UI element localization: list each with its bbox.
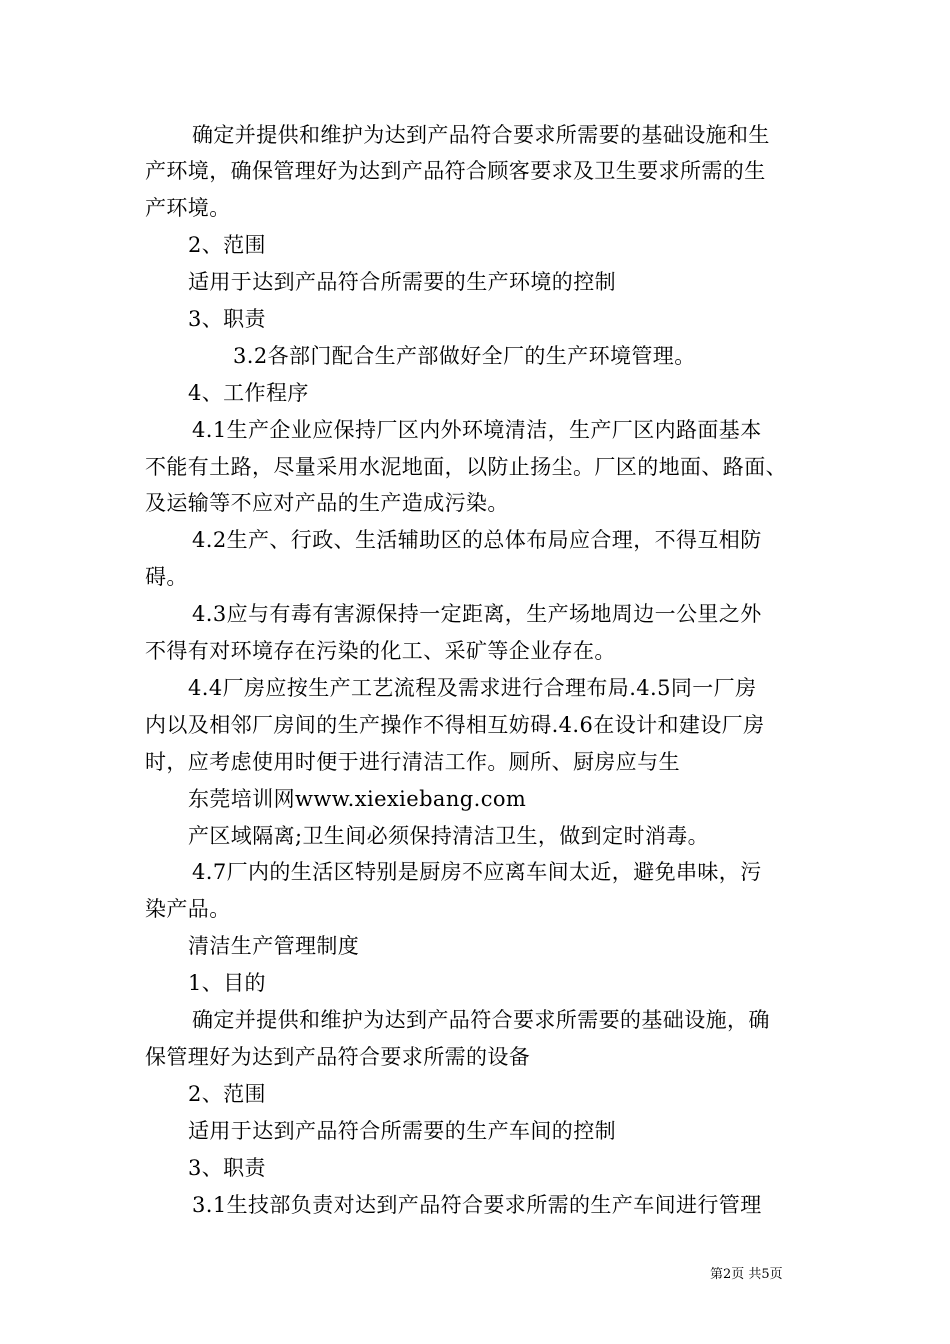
text-line: 染产品。 — [145, 897, 231, 921]
section-heading: 2、范围 — [188, 233, 266, 257]
section-heading: 2、范围 — [188, 1082, 266, 1106]
text-line: 保管理好为达到产品符合要求所需的设备 — [145, 1045, 531, 1069]
text-line: 产环境，确保管理好为达到产品符合顾客要求及卫生要求所需的生 — [145, 159, 766, 183]
text-line: 4.1生产企业应保持厂区内外环境清洁，生产厂区内路面基本 — [192, 418, 762, 442]
document-title: 清洁生产管理制度 — [188, 934, 360, 958]
text-line: 内以及相邻厂房间的生产操作不得相互妨碍.4.6在设计和建设厂房 — [145, 713, 765, 737]
section-heading: 3、职责 — [188, 307, 266, 331]
section-heading: 4、工作程序 — [188, 381, 309, 405]
text-line: 4.4厂房应按生产工艺流程及需求进行合理布局.4.5同一厂房 — [188, 676, 757, 700]
text-line: 3.2各部门配合生产部做好全厂的生产环境管理。 — [233, 344, 696, 368]
page-number: 第2页 共5页 — [710, 1267, 783, 1282]
text-line: 确定并提供和维护为达到产品符合要求所需要的基础设施，确 — [192, 1008, 770, 1032]
text-line: 3.1生技部负责对达到产品符合要求所需的生产车间进行管理 — [192, 1193, 762, 1217]
text-line: 4.2生产、行政、生活辅助区的总体布局应合理，不得互相防 — [192, 528, 762, 552]
text-line: 不能有土路，尽量采用水泥地面，以防止扬尘。厂区的地面、路面、 — [145, 455, 787, 479]
text-line: 及运输等不应对产品的生产造成污染。 — [145, 491, 509, 515]
text-line: 适用于达到产品符合所需要的生产环境的控制 — [188, 270, 616, 294]
section-heading: 1、目的 — [188, 971, 266, 995]
watermark-line: 东莞培训网www.xiexiebang.com — [188, 787, 527, 811]
text-line: 确定并提供和维护为达到产品符合要求所需要的基础设施和生 — [192, 123, 770, 147]
text-line: 不得有对环境存在污染的化工、采矿等企业存在。 — [145, 639, 616, 663]
text-line: 产区域隔离;卫生间必须保持清洁卫生，做到定时消毒。 — [188, 824, 710, 848]
text-line: 适用于达到产品符合所需要的生产车间的控制 — [188, 1119, 616, 1143]
text-line: 产环境。 — [145, 196, 231, 220]
text-line: 碍。 — [145, 565, 188, 589]
text-line: 时，应考虑使用时便于进行清洁工作。厕所、厨房应与生 — [145, 750, 680, 774]
text-line: 4.3应与有毒有害源保持一定距离，生产场地周边一公里之外 — [192, 602, 762, 626]
text-line: 4.7厂内的生活区特别是厨房不应离车间太近，避免串味，污 — [192, 860, 762, 884]
section-heading: 3、职责 — [188, 1156, 266, 1180]
